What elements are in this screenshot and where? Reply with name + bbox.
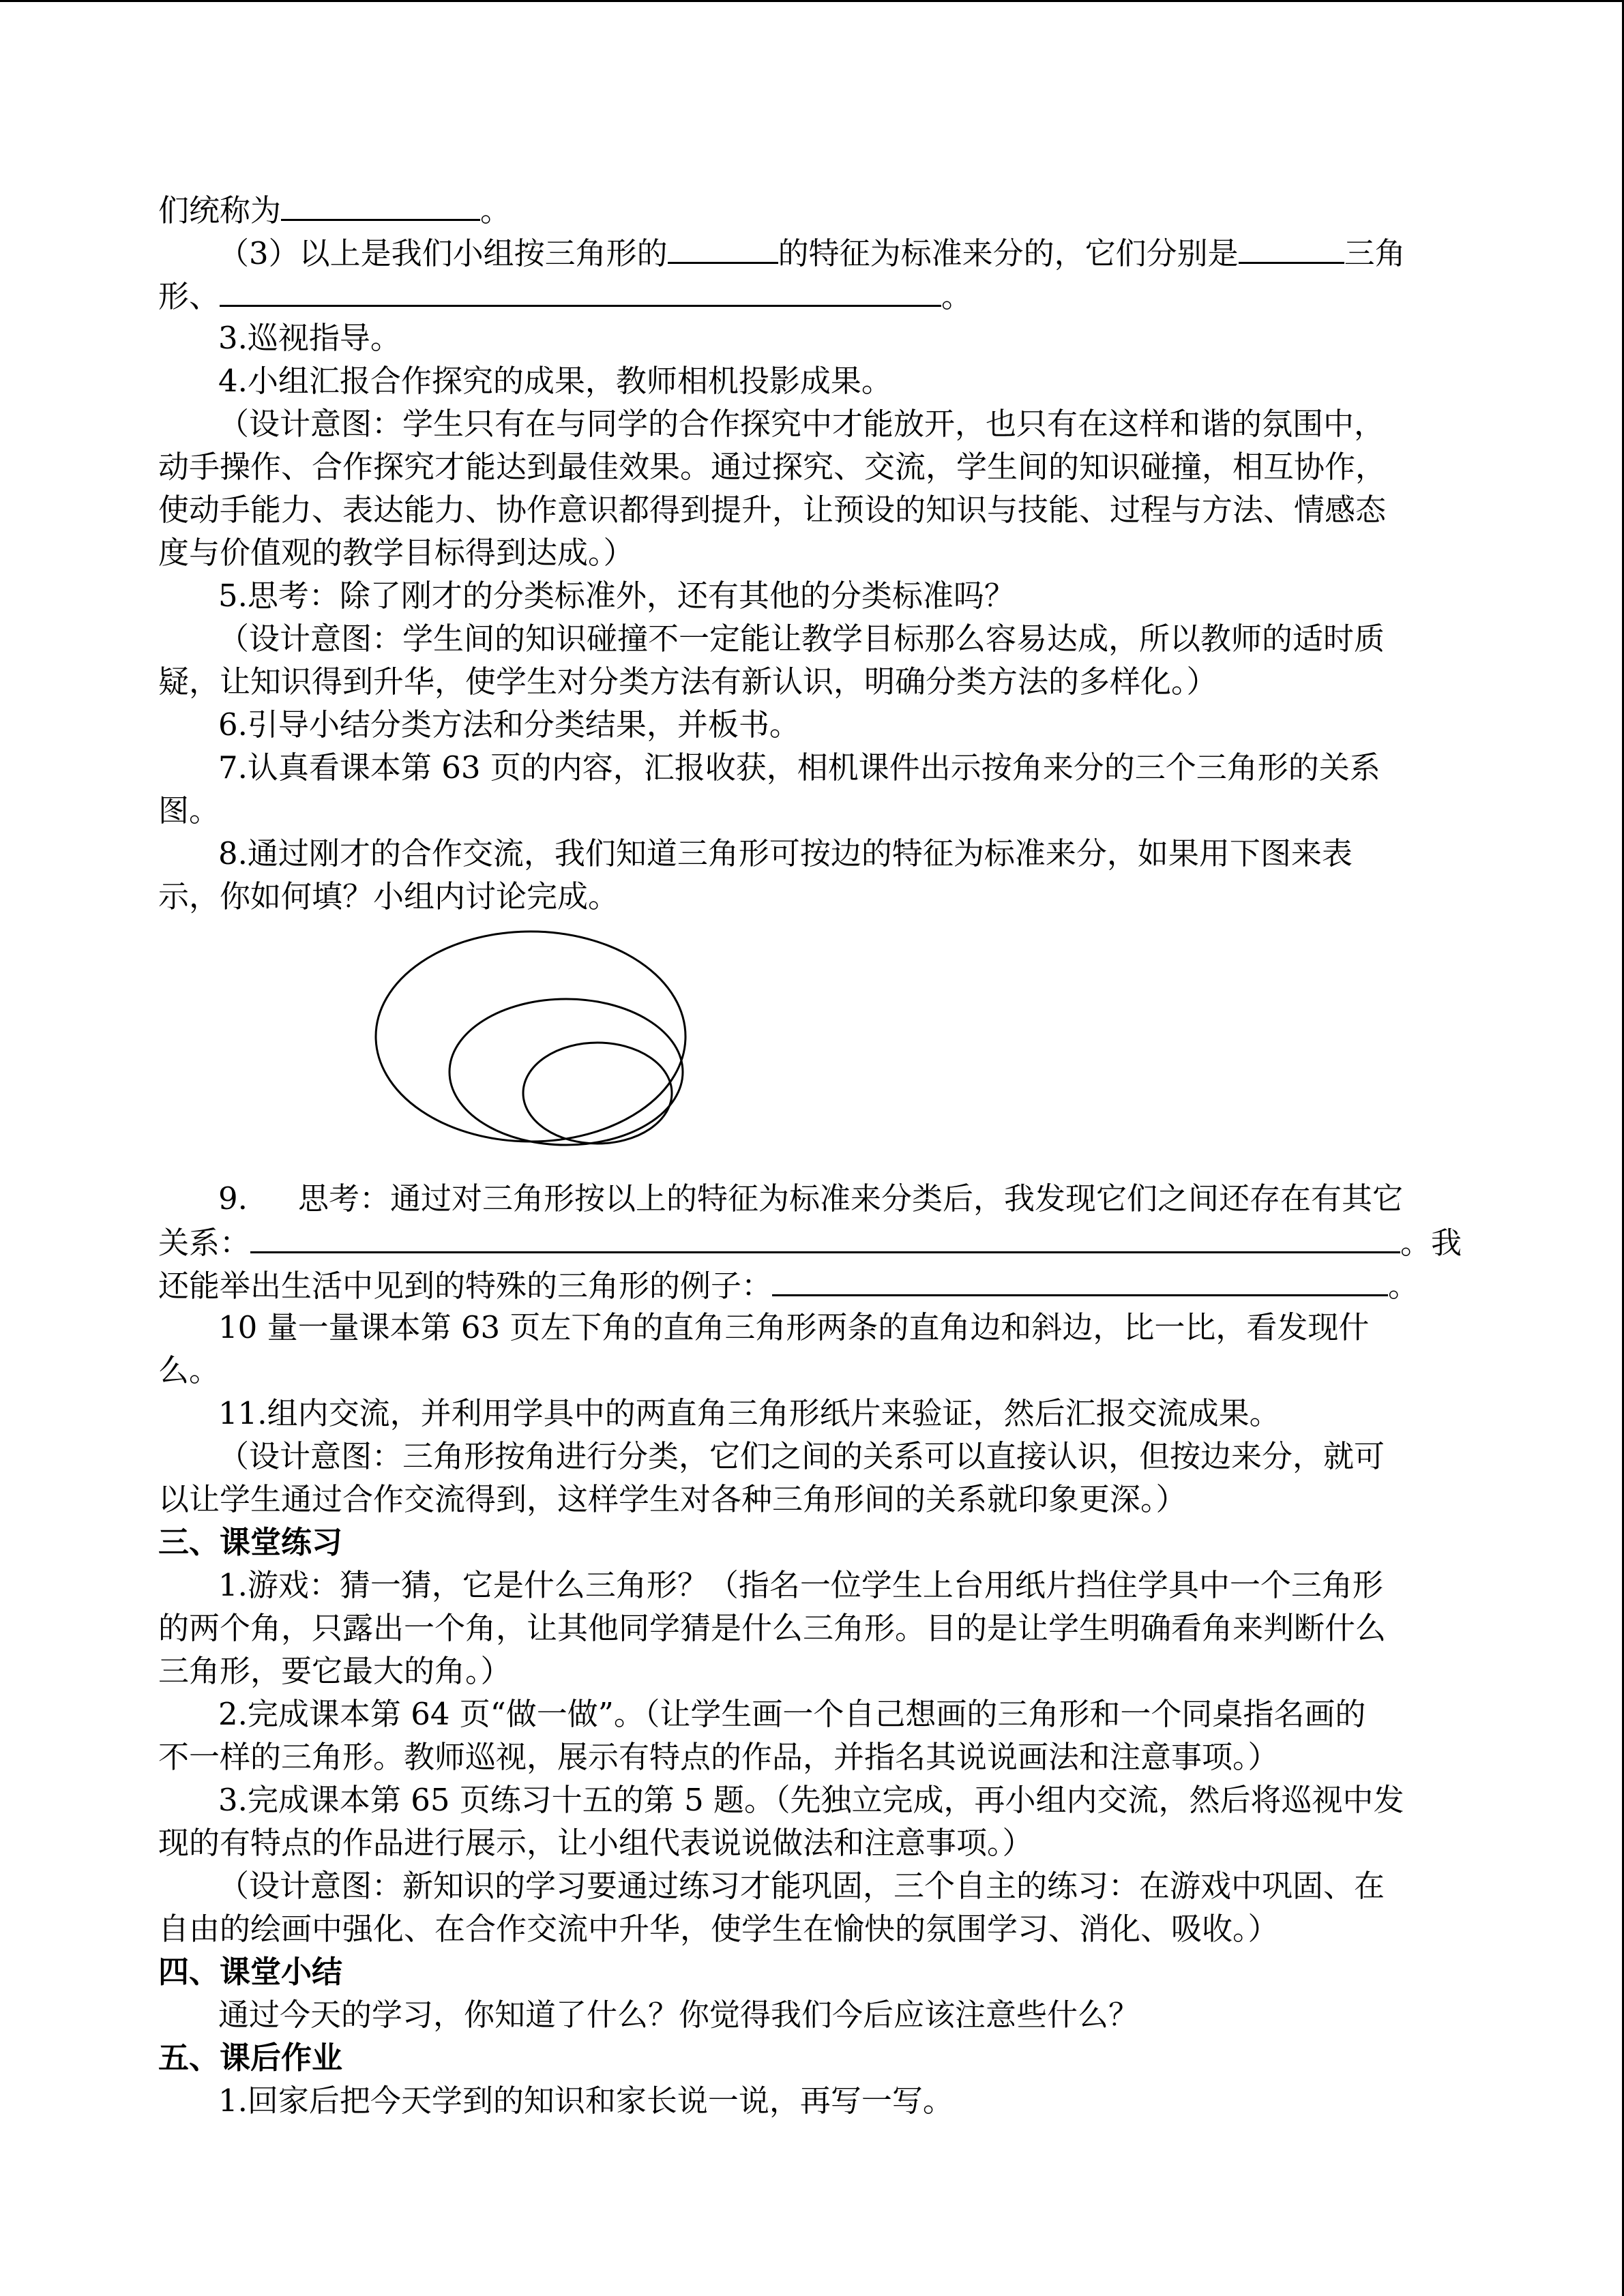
text-line: 么。 xyxy=(158,1352,220,1388)
design-intent-line: （设计意图：三角形按角进行分类，它们之间的关系可以直接认识，但按边来分，就可 xyxy=(218,1438,1385,1474)
text-line: 3.完成课本第 65 页练习十五的第 5 题。（先独立完成，再小组内交流，然后将巡视中发 xyxy=(218,1782,1404,1818)
text-line: 10 量一量课本第 63 页左下角的直角三角形两条的直角边和斜边，比一比，看发现什 xyxy=(218,1309,1370,1345)
section-heading: 五、课后作业 xyxy=(158,2040,343,2076)
page-border-top xyxy=(0,0,1624,2)
section-heading: 四、课堂小结 xyxy=(158,1954,343,1990)
fill-blank[interactable] xyxy=(668,230,778,264)
fill-blank[interactable] xyxy=(220,273,941,307)
text-line: 图。 xyxy=(158,792,220,829)
inner-ellipse[interactable] xyxy=(523,1043,672,1144)
text-line: 们统称为 。 xyxy=(158,188,1471,230)
text-line: 三角形，要它最大的角。） xyxy=(158,1653,512,1689)
text-line: 2.完成课本第 64 页“做一做”。（让学生画一个自己想画的三角形和一个同桌指名画的 xyxy=(218,1696,1366,1732)
design-intent-line: 使动手能力、表达能力、协作意识都得到提升，让预设的知识与技能、过程与方法、情感态 xyxy=(158,492,1387,528)
text-line: 关系： 。我 xyxy=(158,1220,1471,1263)
design-intent-line: 度与价值观的教学目标得到达成。） xyxy=(158,535,634,571)
fill-blank[interactable] xyxy=(1239,230,1344,264)
text-line: 3.巡视指导。 xyxy=(218,320,401,356)
text-line: 7.认真看课本第 63 页的内容，汇报收获，相机课件出示按角来分的三个三角形的关系 xyxy=(218,749,1381,786)
outer-ellipse[interactable] xyxy=(376,931,685,1142)
design-intent-line: 动手操作、合作探究才能达到最佳效果。通过探究、交流，学生间的知识碰撞，相互协作， xyxy=(158,449,1387,485)
middle-ellipse[interactable] xyxy=(449,999,683,1145)
text-line: （3）以上是我们小组按三角形的 的特征为标准来分的，它们分别是 三角 xyxy=(158,230,1471,273)
text-line: 形、 。 xyxy=(158,273,1471,316)
text-line: 通过今天的学习，你知道了什么？你觉得我们今后应该注意些什么？ xyxy=(218,1997,1140,2033)
text-line: 1.游戏：猜一猜，它是什么三角形？（指名一位学生上台用纸片挡住学具中一个三角形 xyxy=(218,1567,1383,1603)
text-line: 现的有特点的作品进行展示，让小组代表说说做法和注意事项。） xyxy=(158,1825,1033,1861)
design-intent-line: 以让学生通过合作交流得到，这样学生对各种三角形间的关系就印象更深。） xyxy=(158,1481,1187,1517)
text-line: 不一样的三角形。教师巡视，展示有特点的作品，并指名其说说画法和注意事项。） xyxy=(158,1739,1279,1775)
design-intent-line: （设计意图：新知识的学习要通过练习才能巩固，三个自主的练习：在游戏中巩固、在 xyxy=(218,1868,1385,1904)
design-intent-line: （设计意图：学生间的知识碰撞不一定能让教学目标那么容易达成，所以教师的适时质 xyxy=(218,621,1385,657)
document-body xyxy=(158,188,1471,2122)
text-line: 的两个角，只露出一个角，让其他同学猜是什么三角形。目的是让学生明确看角来判断什么 xyxy=(158,1610,1387,1646)
text-line: 1.回家后把今天学到的知识和家长说一说，再写一写。 xyxy=(218,2083,954,2119)
design-intent-line: 疑，让知识得到升华，使学生对分类方法有新认识，明确分类方法的多样化。） xyxy=(158,664,1217,700)
text-line: 还能举出生活中见到的特殊的三角形的例子： 。 xyxy=(158,1263,1471,1306)
fill-blank[interactable] xyxy=(250,1220,1400,1253)
text-line: 11.组内交流，并利用学具中的两直角三角形纸片来验证，然后汇报交流成果。 xyxy=(218,1395,1280,1431)
text-line: 6.引导小结分类方法和分类结果，并板书。 xyxy=(218,706,800,743)
text-line: 9. 思考：通过对三角形按以上的特征为标准来分类后，我发现它们之间还存在有其它 xyxy=(218,1180,1403,1217)
text-line: 4.小组汇报合作探究的成果，教师相机投影成果。 xyxy=(218,363,892,399)
section-heading: 三、课堂练习 xyxy=(158,1524,343,1560)
fill-blank[interactable] xyxy=(281,188,480,221)
fill-blank[interactable] xyxy=(772,1263,1388,1296)
design-intent-line: 自由的绘画中强化、在合作交流中升华，使学生在愉快的氛围学习、消化、吸收。） xyxy=(158,1911,1279,1947)
text-line: 5.思考：除了刚才的分类标准外，还有其他的分类标准吗？ xyxy=(218,578,1015,614)
design-intent-line: （设计意图：学生只有在与同学的合作探究中才能放开，也只有在这样和谐的氛围中， xyxy=(218,406,1385,442)
text-line: 8.通过刚才的合作交流，我们知道三角形可按边的特征为标准来分，如果用下图来表 xyxy=(218,835,1353,871)
triangle-relation-diagram xyxy=(374,929,688,1161)
text-line: 示，你如何填？小组内讨论完成。 xyxy=(158,878,619,914)
nested-ellipse-diagram xyxy=(158,918,1471,1177)
